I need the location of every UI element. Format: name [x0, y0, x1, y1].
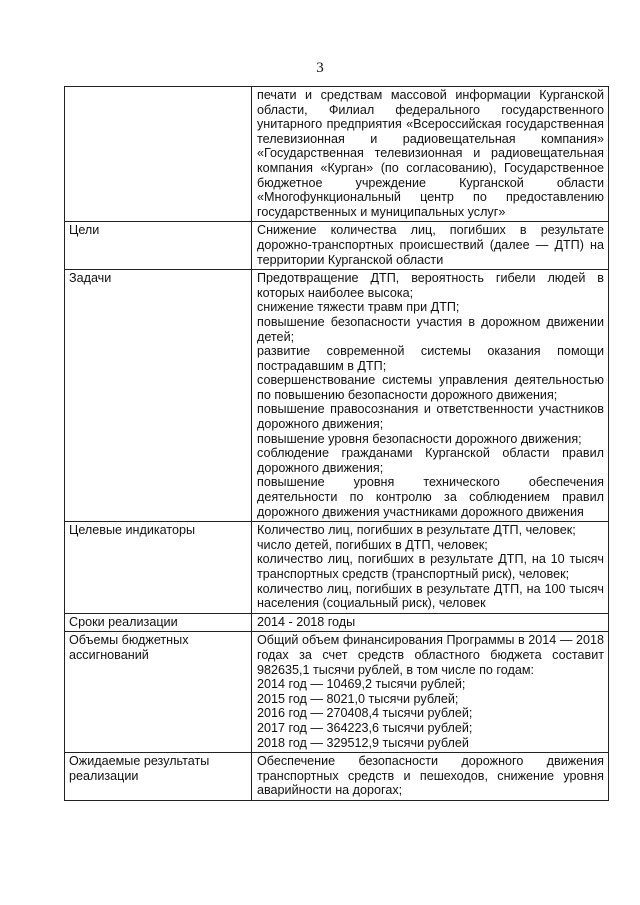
row-paragraph: повышение безопасности участия в дорожном движении детей;	[257, 314, 604, 344]
page-number: 3	[316, 60, 324, 76]
row-paragraph: печати и средствам массовой информации Курганской области, Филиал федерального государственного унитарного предприятия «Всероссийская государственная телевизионная и радиовещательная компания» «Государственная телевизионная и радиовещательная компания «Курган» (по согласованию), Государственное бюджетное учреждение Курганской области «Многофункциональный центр по предоставлению государственных и муниципальных услуг»	[257, 88, 604, 219]
row-paragraph: Снижение количества лиц, погибших в результате дорожно-транспортных происшествий (далее — ДТП) на территории Курганской области	[257, 223, 604, 267]
row-paragraph: Предотвращение ДТП, вероятность гибели людей в которых наиболее высока;	[257, 271, 604, 300]
row-content	[252, 87, 609, 222]
row-label: Целевые индикаторы	[65, 522, 252, 614]
row-paragraph: 2015 год — 8021,0 тысячи рублей;	[257, 691, 459, 706]
row-paragraph: повышение уровня безопасности дорожного движения;	[257, 431, 582, 446]
row-content	[252, 753, 609, 801]
table-row-indicators	[65, 522, 609, 614]
row-paragraph: Обеспечение безопасности дорожного движения транспортных средств и пешеходов, снижение уровня аварийности на дорогах;	[257, 754, 604, 798]
table-row-budget	[65, 632, 609, 753]
row-paragraph: повышение правосознания и ответственности участников дорожного движения;	[257, 402, 604, 432]
row-label: Цели	[65, 222, 252, 270]
row-paragraph: 2014 год — 10469,2 тысячи рублей;	[257, 677, 466, 692]
row-paragraph: число детей, погибших в ДТП, человек;	[257, 537, 488, 552]
table-row-goals	[65, 222, 609, 270]
table-row-participants	[65, 87, 609, 222]
row-paragraph: 2016 год — 270408,4 тысячи рублей;	[257, 706, 473, 721]
row-paragraph: 2017 год — 364223,6 тысячи рублей;	[257, 720, 473, 735]
row-label	[65, 87, 252, 222]
row-content	[252, 222, 609, 270]
row-paragraph: совершенствование системы управления деятельностью по повышению безопасности дорожного движения;	[257, 373, 604, 402]
table-row-timeframe	[65, 613, 609, 632]
row-paragraph: 2014 - 2018 годы	[257, 614, 356, 629]
row-paragraph: Общий объем финансирования Программы в 2014 — 2018 годах за счет средств областного бюджета составит 982635,1 тысячи рублей, в том числе по годам:	[257, 633, 604, 677]
row-label: Объемы бюджетных ассигнований	[65, 632, 252, 753]
table-row-tasks	[65, 270, 609, 522]
row-paragraph: соблюдение гражданами Курганской области правил дорожного движения;	[257, 446, 604, 475]
row-paragraph: 2018 год — 329512,9 тысячи рублей	[257, 735, 469, 750]
row-paragraph: развитие современной системы оказания помощи пострадавшим в ДТП;	[257, 344, 604, 373]
table-body	[65, 87, 609, 801]
row-paragraph: снижение тяжести травм при ДТП;	[257, 300, 460, 315]
row-paragraph: повышение уровня технического обеспечения деятельности по контролю за соблюдением правил дорожного движения участниками дорожного движения	[257, 475, 604, 519]
row-paragraph: Количество лиц, погибших в результате ДТП, человек;	[257, 523, 576, 538]
row-content	[252, 613, 609, 632]
row-paragraph: количество лиц, погибших в результате ДТП, на 100 тысяч населения (социальный риск), человек	[257, 581, 604, 611]
row-content	[252, 522, 609, 614]
row-label: Сроки реализации	[65, 613, 252, 632]
row-label: Задачи	[65, 270, 252, 522]
row-label: Ожидаемые результаты реализации	[65, 753, 252, 801]
table-row-expected-results	[65, 753, 609, 801]
program-passport-table	[64, 86, 609, 801]
row-content	[252, 632, 609, 753]
row-paragraph: количество лиц, погибших в результате ДТП, на 10 тысяч транспортных средств (транспортный риск), человек;	[257, 552, 604, 581]
row-content	[252, 270, 609, 522]
